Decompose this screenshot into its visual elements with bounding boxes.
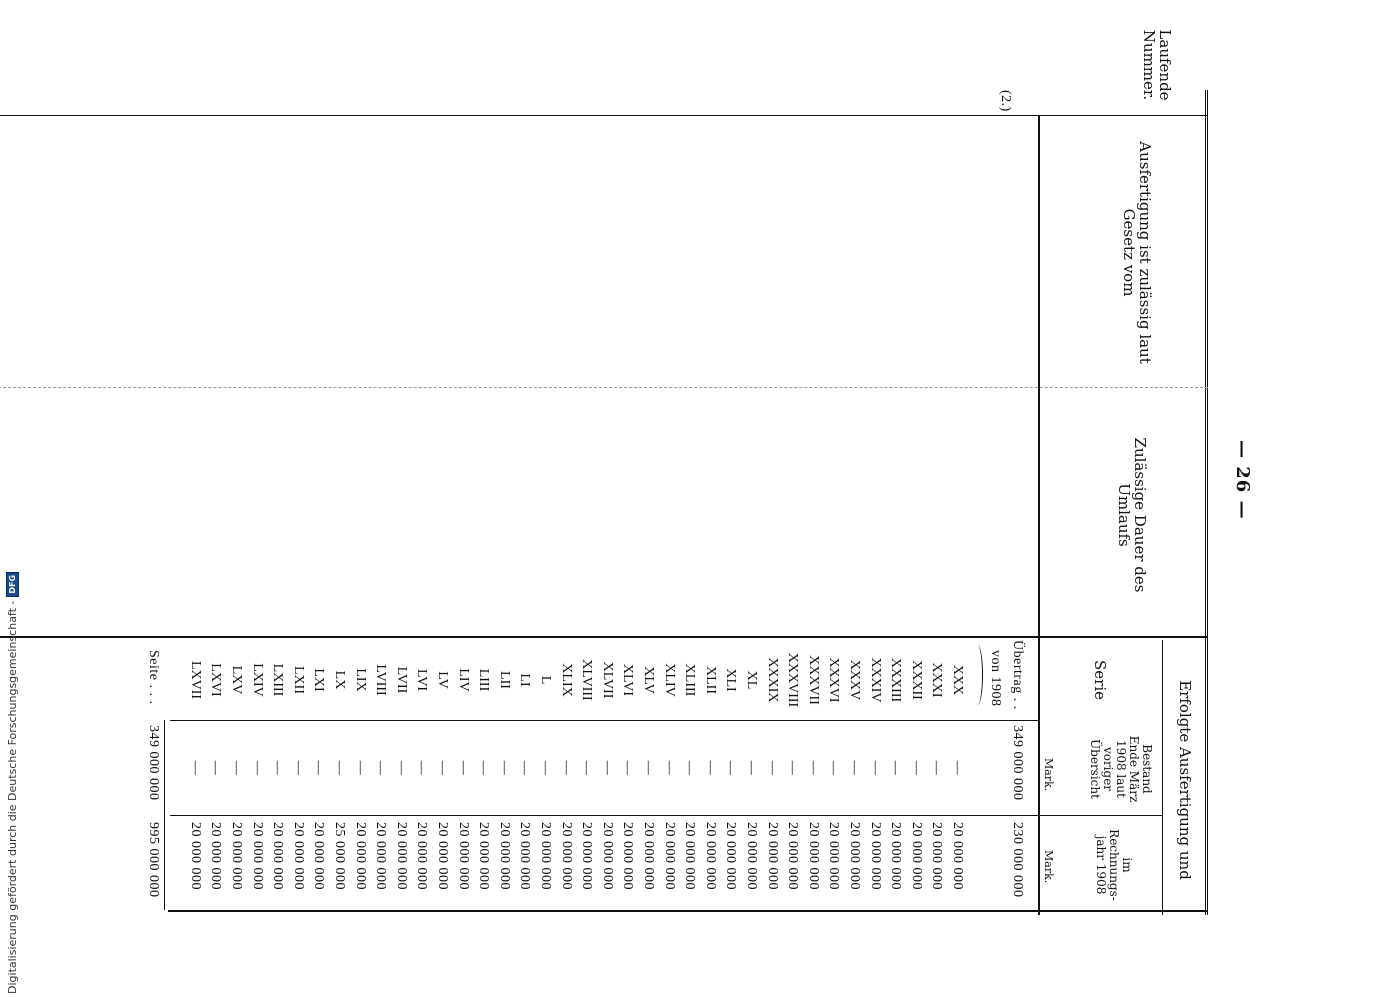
total-rule <box>164 720 165 910</box>
rechnung-cell: 20 000 000 <box>764 822 780 890</box>
serie-cell: LVI <box>414 668 430 692</box>
rechnung-cell: 20 000 000 <box>455 822 471 890</box>
rechnung-cell: 20 000 000 <box>785 822 801 890</box>
rechnung-cell: 20 000 000 <box>929 822 945 890</box>
col-divider-5 <box>170 815 1163 816</box>
carry-bestand: 349 000 000 <box>1010 725 1025 801</box>
rechnung-cell: 20 000 000 <box>270 822 286 890</box>
serie-cell: LXIV <box>249 663 265 697</box>
rechnung-cell: 20 000 000 <box>888 822 904 890</box>
serie-cell: XLIX <box>558 663 574 697</box>
rechnung-cell: 20 000 000 <box>908 822 924 890</box>
rechnung-cell: 20 000 000 <box>373 822 389 890</box>
serie-cell: XLIII <box>682 663 698 697</box>
serie-cell: LXII <box>290 666 306 694</box>
bestand-cell: — <box>888 760 904 776</box>
bestand-cell: — <box>599 760 615 776</box>
group-label: von 1908 <box>988 650 1003 707</box>
rechnung-cell: 20 000 000 <box>950 822 965 890</box>
bestand-cell: — <box>373 760 389 776</box>
bestand-cell: — <box>682 760 698 776</box>
bestand-cell: — <box>435 760 450 776</box>
col-divider-4 <box>170 720 1040 721</box>
rechnung-cell: 20 000 000 <box>558 822 574 890</box>
serie-cell: LV <box>435 671 450 689</box>
serie-cell: XL <box>744 670 759 690</box>
rechnung-cell: 20 000 000 <box>641 822 656 890</box>
table-top-rule <box>1205 90 1208 915</box>
rechnung-cell: 20 000 000 <box>805 822 821 890</box>
serie-cell: LII <box>496 671 512 689</box>
serie-cell: LXVI <box>208 663 224 697</box>
bestand-cell: — <box>744 760 759 776</box>
rechnung-cell: 20 000 000 <box>208 822 224 890</box>
bestand-cell: — <box>641 760 656 776</box>
serie-cell: LXIII <box>270 663 286 697</box>
serie-cell: LVII <box>393 666 409 694</box>
rechnung-cell: 20 000 000 <box>702 822 718 890</box>
bestand-cell: — <box>908 760 924 776</box>
watermark-text: Digitalisierung gefördert durch die Deutsche Forschungsgemeinschaft - <box>5 600 19 994</box>
bestand-cell: — <box>476 760 492 776</box>
rechnung-cell: 25 000 000 <box>332 822 347 890</box>
serie-cell: XXXII <box>908 660 924 700</box>
bestand-cell: — <box>620 760 636 776</box>
bestand-cell: — <box>867 760 883 776</box>
group-brace <box>972 645 983 705</box>
serie-cell: XLI <box>723 668 739 692</box>
total-rechnung: 995 000 000 <box>146 822 161 898</box>
serie-cell: XXXVIII <box>785 652 801 708</box>
serie-cell: XXXV <box>847 659 862 701</box>
rechnung-cell: 20 000 000 <box>352 822 368 890</box>
serie-cell: XLVII <box>599 661 615 699</box>
unit-mark-bestand: Mark. <box>1042 758 1055 792</box>
serie-cell: XXXVI <box>826 657 842 703</box>
rechnung-cell: 20 000 000 <box>476 822 492 890</box>
bestand-cell: — <box>661 760 677 776</box>
col-divider-3 <box>0 636 1208 638</box>
carry-rechnung: 230 000 000 <box>1010 822 1025 898</box>
rechnung-cell: 20 000 000 <box>187 822 203 890</box>
header-bestand: Bestand Ende März 1908 laut voriger Übersicht <box>1088 735 1154 803</box>
row-label: (2.) <box>998 90 1013 112</box>
bestand-cell: — <box>290 760 306 776</box>
header-rechnungsjahr: im Rechnungs- jahr 1908 <box>1094 829 1134 901</box>
rechnung-cell: 20 000 000 <box>826 822 842 890</box>
bestand-cell: — <box>805 760 821 776</box>
col-divider-1 <box>0 115 1208 116</box>
total-label: Seite . . . <box>146 650 161 705</box>
serie-cell: LI <box>517 673 533 687</box>
total-bestand: 349 000 000 <box>146 725 161 801</box>
rechnung-cell: 20 000 000 <box>867 822 883 890</box>
rechnung-cell: 20 000 000 <box>414 822 430 890</box>
header-erfolgte: Erfolgte Ausfertigung und <box>1176 680 1194 880</box>
serie-cell: LVIII <box>373 664 389 696</box>
serie-cell: XXXI <box>929 662 945 698</box>
bestand-cell: — <box>208 760 224 776</box>
serie-cell: LXVII <box>187 660 203 700</box>
serie-cell: XXX <box>950 664 965 696</box>
bestand-cell: — <box>538 760 553 776</box>
rechnung-cell: 20 000 000 <box>229 822 244 890</box>
serie-cell: XLV <box>641 666 656 694</box>
bestand-cell: — <box>579 760 595 776</box>
serie-cell: L <box>538 675 553 685</box>
rechnung-cell: 20 000 000 <box>847 822 862 890</box>
rechnung-cell: 20 000 000 <box>661 822 677 890</box>
bestand-cell: — <box>455 760 471 776</box>
bestand-cell: — <box>393 760 409 776</box>
serie-cell: LIX <box>352 668 368 692</box>
bestand-cell: — <box>270 760 286 776</box>
bestand-cell: — <box>558 760 574 776</box>
serie-cell: LIII <box>476 668 492 692</box>
bestand-cell: — <box>414 760 430 776</box>
serie-cell: XLIV <box>661 663 677 697</box>
unit-mark-rechnung: Mark. <box>1042 850 1055 884</box>
header-serie: Serie <box>1091 660 1109 700</box>
rechnung-cell: 20 000 000 <box>496 822 512 890</box>
header-laufende-nummer: Laufende Nummer. <box>1140 29 1174 101</box>
header-bottom-rule <box>1038 115 1040 915</box>
rechnung-cell: 20 000 000 <box>517 822 533 890</box>
rechnung-cell: 20 000 000 <box>290 822 306 890</box>
bestand-cell: — <box>826 760 842 776</box>
bestand-cell: — <box>723 760 739 776</box>
bestand-cell: — <box>352 760 368 776</box>
rechnung-cell: 20 000 000 <box>744 822 759 890</box>
bestand-cell: — <box>764 760 780 776</box>
page-number: — 26 — <box>1232 440 1253 520</box>
bestand-cell: — <box>229 760 244 776</box>
rechnung-cell: 20 000 000 <box>579 822 595 890</box>
bestand-cell: — <box>847 760 862 776</box>
serie-cell: LXI <box>311 668 327 692</box>
rechnung-cell: 20 000 000 <box>620 822 636 890</box>
rechnung-cell: 20 000 000 <box>682 822 698 890</box>
rechnung-cell: 20 000 000 <box>538 822 553 890</box>
rechnung-cell: 20 000 000 <box>435 822 450 890</box>
serie-cell: XLVIII <box>579 659 595 701</box>
rechnung-cell: 20 000 000 <box>723 822 739 890</box>
subheader-rule <box>1162 640 1163 915</box>
header-ausfertigung: Ausfertigung ist zulässig laut Gesetz vom <box>1120 141 1154 364</box>
rechnung-cell: 20 000 000 <box>249 822 265 890</box>
serie-cell: LIV <box>455 668 471 692</box>
col-divider-2 <box>0 387 1208 388</box>
serie-cell: XXXIII <box>888 657 904 703</box>
serie-cell: XXXIV <box>867 657 883 703</box>
bestand-cell: — <box>517 760 533 776</box>
dfg-logo-icon: DFG <box>6 572 19 597</box>
bestand-cell: — <box>929 760 945 776</box>
dfg-watermark <box>0 0 24 1000</box>
bestand-cell: — <box>332 760 347 776</box>
serie-cell: LX <box>332 670 347 690</box>
bestand-cell: — <box>496 760 512 776</box>
col-divider-6 <box>168 910 1208 912</box>
rechnung-cell: 20 000 000 <box>393 822 409 890</box>
serie-cell: LXV <box>229 665 244 695</box>
rechnung-cell: 20 000 000 <box>311 822 327 890</box>
serie-cell: XLII <box>702 666 718 694</box>
bestand-cell: — <box>950 760 965 776</box>
bestand-cell: — <box>249 760 265 776</box>
serie-cell: XXXVII <box>805 655 821 705</box>
bestand-cell: — <box>702 760 718 776</box>
header-dauer: Zulässige Dauer des Umlaufs <box>1115 437 1149 593</box>
bestand-cell: — <box>187 760 203 776</box>
bestand-cell: — <box>785 760 801 776</box>
bestand-cell: — <box>311 760 327 776</box>
serie-cell: XLVI <box>620 663 636 697</box>
rechnung-cell: 20 000 000 <box>599 822 615 890</box>
serie-cell: XXXIX <box>764 657 780 703</box>
carry-label: Übertrag . . <box>1010 640 1025 710</box>
